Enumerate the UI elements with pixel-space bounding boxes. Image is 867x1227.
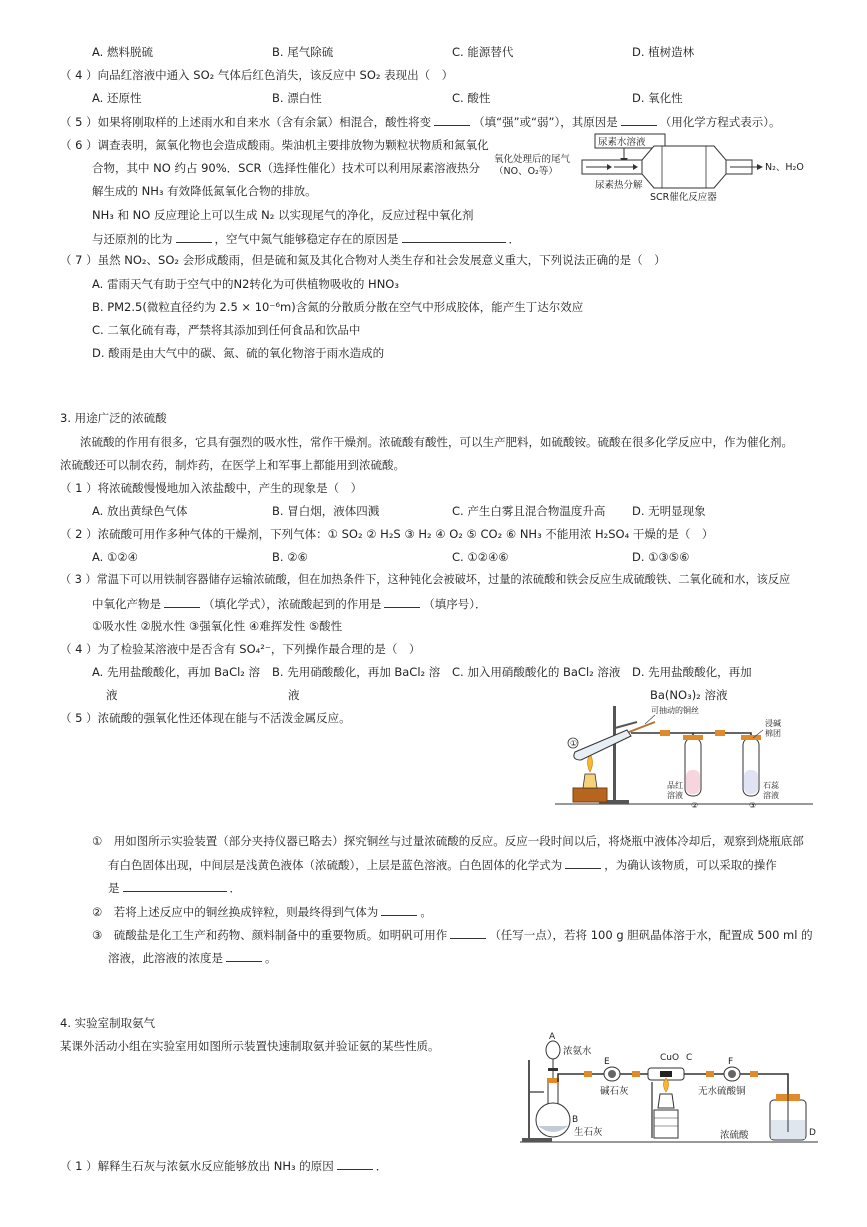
answer-blank[interactable] [565,856,601,869]
s2-q6-line4: NH₃ 和 NO 反应理论上可以生成 N₂ 以实现尾气的净化，反应过程中氧化剂 [92,208,474,222]
s3-q3-line3: ①吸水性 ②脱水性 ③强氧化性 ④难挥发性 ⑤酸性 [92,619,343,633]
label-a: A [549,1032,556,1042]
s2-q7-option-c: C. 二氧化硫有毒，严禁将其添加到任何食品和饮品中 [92,323,361,337]
conc-h2so4-label: 浓硫酸 [720,1130,749,1141]
scr-reactor-label: SCR催化反应器 [650,192,717,203]
s3-q2-option-b: B. ②⑥ [272,550,308,564]
svg-text:③: ③ [749,801,757,810]
s3-q2-option-d: D. ①③⑤⑥ [632,550,690,564]
s3-intro-line2: 浓硫酸还可以制农药，制炸药，在医学上和军事上都能用到浓硫酸。 [60,458,405,472]
label-f: F [728,1057,734,1067]
svg-text:溶液: 溶液 [763,791,779,800]
s3-q2-option-a: A. ①②④ [92,550,138,564]
s3-q4-option-a: A. 先用盐酸酸化，再加 BaCl₂ 溶 [92,665,261,679]
s2-q5-text: （ 5 ）如果将刚取样的上述雨水和自来水（含有余氯）相混合，酸性将变 （填“强”或“弱”），其原因是 （用化学方程式表示）。 [60,115,781,129]
exhaust-gas-label: 氧化处理后的尾气 [494,154,571,165]
s3-q5-step3-line1: ③ 硫酸盐是化工生产和药物、颜料制备中的重要物质。如明矾可用作 （任写一点），若将 100 g 胆矾晶体溶于水，配置成 500 ml 的 [92,928,813,942]
answer-blank[interactable] [621,113,657,126]
s2-q6-line2: 合物，其中 NO 约占 90%．SCR（选择性催化）技术可以利用尿素溶液热分 [92,161,480,175]
svg-text:溶液: 溶液 [667,791,683,800]
s2-q4-option-c: C. 酸性 [452,91,491,105]
naoh-cotton-label: 浸碱 [765,719,781,728]
reaction-tube [574,730,631,760]
s3-intro-line1: 浓硫酸的作用有很多，它具有强烈的吸水性，常作干燥剂。浓硫酸有酸性，可以生产肥料，如硫酸铵。硫酸在很多化学反应中，作为催化剂。 [80,435,793,449]
s3-q4-option-c: C. 加入用硝酸酸化的 BaCl₂ 溶液 [452,665,621,679]
s3-q4-text: （ 4 ）为了检验某溶液中是否含有 SO₄²⁻，下列操作最合理的是（ ） [60,642,421,656]
s4-title: 4. 实验室制取氨气 [60,1016,156,1030]
svg-text:②: ② [691,801,699,810]
svg-text:棉团: 棉团 [765,729,781,738]
s2-q3-option-d: D. 植树造林 [632,45,695,59]
s4-q1-text: （ 1 ）解释生石灰与浓氨水反应能够放出 NH₃ 的原因 ． [60,1159,388,1173]
urea-label: 尿素水溶液 [598,137,646,148]
s3-title: 3. 用途广泛的浓硫酸 [60,411,167,425]
answer-blank[interactable] [337,1157,373,1170]
s2-q6-line1: （ 6 ）调查表明，氮氧化物也会造成酸雨。柴油机主要排放物为颗粒状物质和氮氧化 [60,138,489,152]
answer-blank[interactable] [450,926,486,939]
exhaust-gas-composition: （NO、O₂等） [494,166,558,177]
s3-q5-step3-line2: 溶液，此溶液的浓度是 。 [108,951,277,965]
label-b: B [572,1115,579,1125]
answer-blank[interactable] [384,595,420,608]
s2-q4-text: （ 4 ）向品红溶液中通入 SO₂ 气体后红色消失，该反应中 SO₂ 表现出（ ） [60,68,454,82]
s2-q6-line5: 与还原剂的比为 ，空气中氮气能够稳定存在的原因是 ． [92,232,520,246]
s3-q4-option-d-cont: Ba(NO₃)₂ 溶液 [650,688,728,702]
s3-q2-option-c: C. ①②④⑥ [452,550,509,564]
s2-q3-option-b: B. 尾气除硫 [272,45,334,59]
answer-blank[interactable] [434,113,470,126]
quicklime-label: 生石灰 [574,1127,603,1138]
label-d: D [809,1128,816,1138]
litmus-label: 石蕊 [763,781,779,790]
s2-q6-line3: 解生成的 NH₃ 有效降低氮氧化合物的排放。 [92,184,317,198]
s3-q1-option-a: A. 放出黄绿色气体 [92,504,188,518]
s3-q4-option-a-cont: 液 [106,688,118,702]
answer-blank[interactable] [226,949,262,962]
s3-q1-option-d: D. 无明显现象 [632,504,706,518]
s2-q4-option-b: B. 漂白性 [272,91,322,105]
s2-q7-text: （ 7 ）虽然 NO₂、SO₂ 会形成酸雨，但是硫和氮及其化合物对人类生存和社会发展意义重大，下列说法正确的是（ ） [60,253,666,267]
s2-q3-option-c: C. 能源替代 [452,45,514,59]
s3-q3-line2: 中氧化产物是 （填化学式），浓硫酸起到的作用是 （填序号）． [92,597,487,611]
s3-q5-step2: ② 若将上述反应中的铜丝换成锌粒，则最终得到气体为 。 [92,905,432,919]
scr-diagram [492,132,822,204]
s3-q5-step1-line2: 有白色固体出现，中间层是浅黄色液体（浓硫酸），上层是蓝色溶液。白色固体的化学式为 ，为确认该物质，可以采取的操作 [108,858,777,872]
s3-q1-text: （ 1 ）将浓硫酸慢慢地加入浓盐酸中，产生的现象是（ ） [60,481,363,495]
s2-q4-option-a: A. 还原性 [92,91,142,105]
scr-reactor-body [642,146,726,188]
s3-q5-step1-line1: ① 用如图所示实验装置（部分夹持仪器已略去）探究铜丝与过量浓硫酸的反应。反应一段时间以后，将烧瓶中液体冷却后，观察到烧瓶底部 [92,834,804,848]
answer-blank[interactable] [402,230,506,243]
svg-text:①: ① [570,739,578,748]
pinhong-label: 品红 [667,781,683,790]
s3-q4-option-b-cont: 液 [288,688,300,702]
label-c: C [686,1053,693,1063]
s3-q3-line1: （ 3 ）常温下可以用铁制容器储存运输浓硫酸，但在加热条件下，这种钝化会被破坏，过量的浓硫酸和铁会反应生成硫酸铁、二氧化硫和水，该反应 [60,573,791,586]
copper-wire-label: 可抽动的铜丝 [651,706,699,715]
s3-q1-option-c: C. 产生白雾且混合物温度升高 [452,504,606,518]
answer-blank[interactable] [381,903,417,916]
copper-sulfuric-apparatus [555,700,815,810]
s2-q7-option-d: D. 酸雨是由大气中的碳、氮、硫的氧化物溶于雨水造成的 [92,346,385,360]
dropping-funnel-a [546,1041,560,1059]
s3-q1-option-b: B. 冒白烟，液体四溅 [272,504,380,518]
s2-q7-option-b: B. PM2.5(微粒直径约为 2.5 × 10⁻⁶m)含氮的分散质分散在空气中形成胶体，能产生丁达尔效应 [92,300,584,314]
s4-intro: 某课外活动小组在实验室用如图所示装置快速制取氨并验证氨的某些性质。 [60,1039,440,1053]
answer-blank[interactable] [164,595,200,608]
label-e: E [604,1057,610,1067]
s2-q4-option-d: D. 氧化性 [632,91,683,105]
ammonia-apparatus [520,1030,820,1148]
s3-q5-step1-line3: 是 ． [108,881,241,895]
answer-blank[interactable] [123,879,227,892]
lamp-base [573,788,607,802]
product-label: N₂、H₂O [765,162,804,173]
s2-q7-option-a: A. 雷雨天气有助于空气中的N2转化为可供植物吸收的 HNO₃ [92,277,399,291]
s3-q4-option-b: B. 先用硝酸酸化，再加 BaCl₂ 溶 [272,665,441,679]
s3-q4-option-d: D. 先用盐酸酸化，再加 [632,665,752,679]
ammonia-water-label: 浓氨水 [563,1046,592,1057]
soda-lime-label: 碱石灰 [600,1086,629,1097]
cuo-label: CuO [660,1053,680,1063]
cuso4-label: 无水硫酸铜 [698,1086,746,1097]
s3-q5-text: （ 5 ）浓硫酸的强氧化性还体现在能与不活泼金属反应。 [60,711,351,725]
urea-decomp-label: 尿素热分解 [595,180,643,191]
s2-q3-option-a: A. 燃料脱硫 [92,45,153,59]
answer-blank[interactable] [176,230,212,243]
s3-q2-text: （ 2 ）浓硫酸可用作多种气体的干燥剂，下列气体：① SO₂ ② H₂S ③ H₂ ④ O₂ ⑤ CO₂ ⑥ NH₃ 不能用浓 H₂SO₄ 干燥的是（ ） [60,527,714,541]
